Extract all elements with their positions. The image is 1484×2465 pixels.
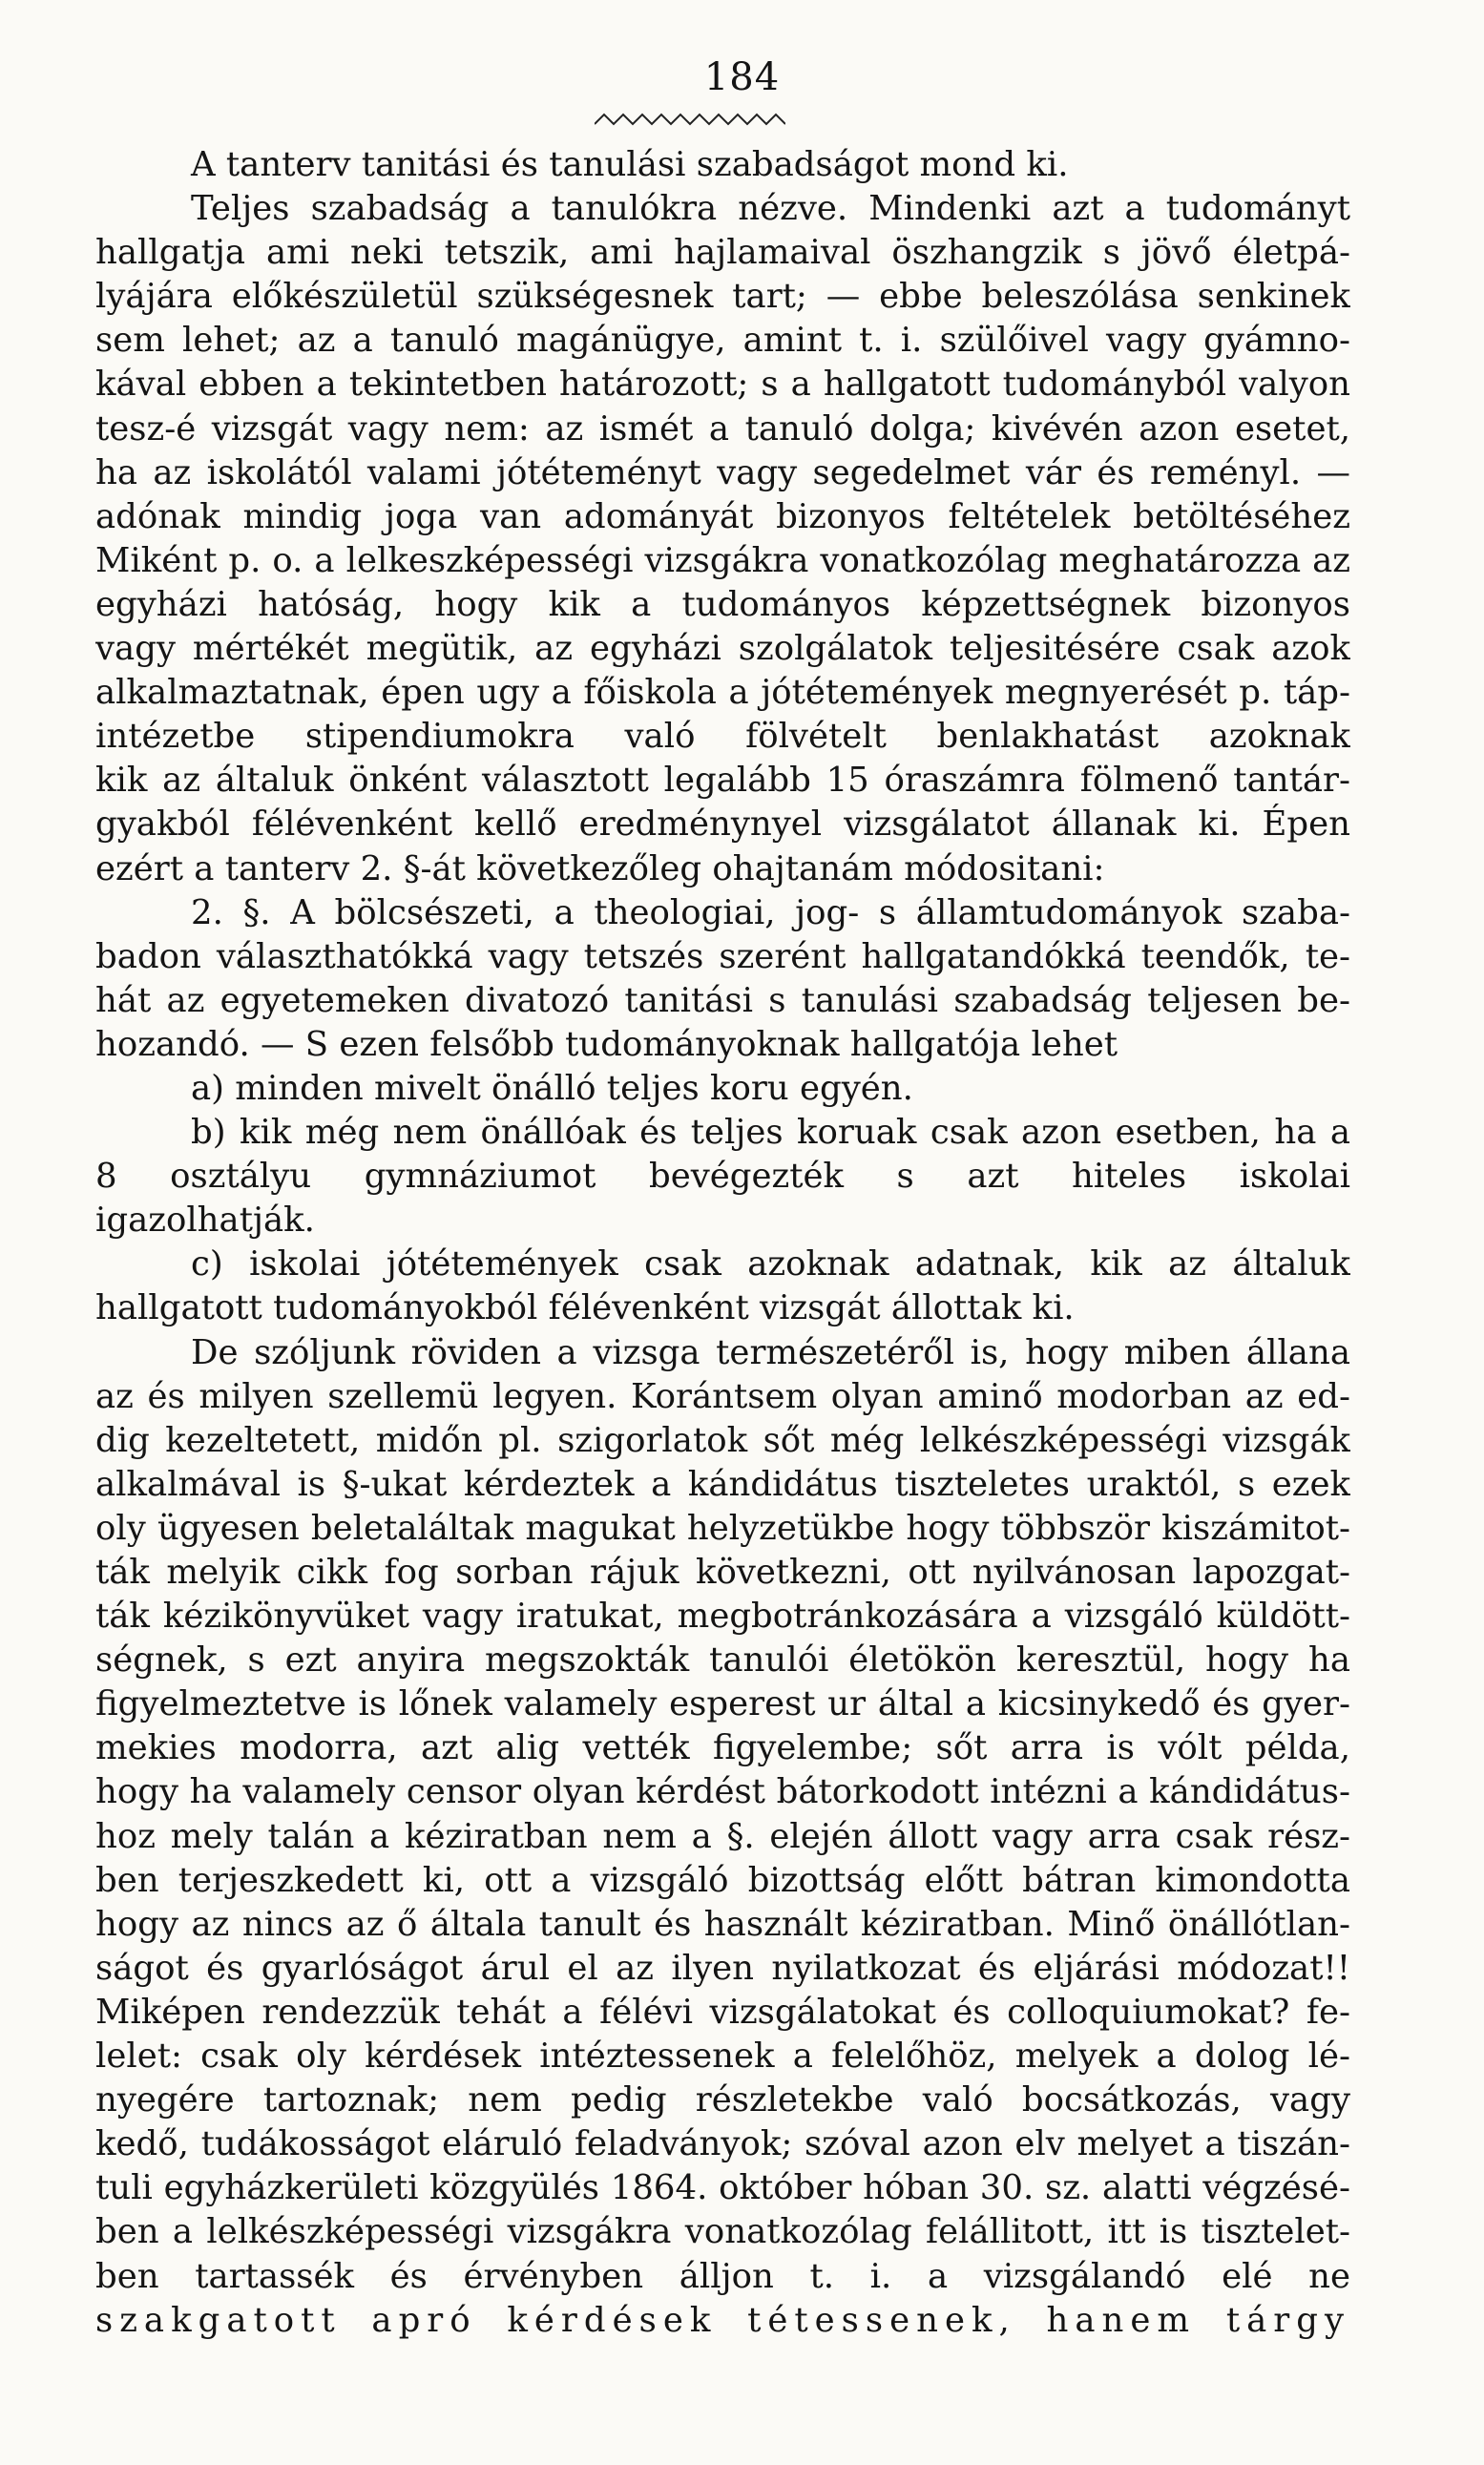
text-line: Miként p. o. a lelkeszképességi vizsgákra vonatkozólag meghatározza az [95,540,1350,580]
text-line: dig kezeltetett, midőn pl. szigorlatok sőt még lelkészképességi vizsgák [95,1420,1350,1460]
text-line: az és milyen szellemü legyen. Korántsem olyan aminő modorban az ed- [95,1376,1350,1416]
text-line: egyházi hatóság, hogy kik a tudományos képzettségnek bizonyos [95,584,1350,624]
text-line: intézetbe stipendiumokra való fölvételt benlakhatást azoknak [95,717,1350,757]
text-line: vagy mértékét megütik, az egyházi szolgálatok teljesitésére csak azok [95,629,1350,669]
zigzag-ornament [595,113,785,126]
text-line: ezért a tanterv 2. §-át következőleg ohajtanám módositani: [95,848,1105,888]
page-body-text [95,143,1350,2343]
text-line: badon választhatókká vagy tetszés szerént hallgatandókká teendők, te- [95,936,1350,976]
text-line: hozandó. — S ezen felsőbb tudományoknak hallgatója lehet [95,1024,1118,1064]
text-line: sem lehet; az a tanuló magánügye, amint t. i. szülőivel vagy gyámno- [95,321,1350,361]
text-line: alkalmaztatnak, épen ugy a főiskola a jótétemények megnyerését p. táp- [95,673,1350,713]
text-line: b) kik még nem önállóak és teljes koruak csak azon esetben, ha a [191,1113,1350,1153]
text-line: lyájára előkészületül szükségesnek tart; — ebbe beleszólása senkinek [95,277,1350,317]
text-line: mekies modorra, azt alig vették figyelembe; sőt arra is vólt példa, [95,1728,1350,1768]
text-line: tuli egyházkerületi közgyülés 1864. október hóban 30. sz. alatti végzésé- [95,2168,1350,2208]
text-line: A tanterv tanitási és tanulási szabadságot mond ki. [191,145,1069,184]
text-line: kával ebben a tekintetben határozott; s a hallgatott tudományból valyon [95,365,1350,405]
text-line: ben a lelkészképességi vizsgákra vonatkozólag felállitott, itt is tisztelet- [95,2212,1350,2252]
text-line: oly ügyesen beletaláltak magukat helyzetükbe hogy többször kiszámitot- [95,1508,1350,1548]
text-line: ták kézikönyvüket vagy iratukat, megbotránkozására a vizsgáló küldött- [95,1597,1350,1637]
text-line: ben terjeszkedett ki, ott a vizsgáló bizottság előtt bátran kimondotta [95,1860,1350,1900]
text-line: c) iskolai jótétemények csak azoknak adatnak, kik az általuk [191,1244,1350,1285]
text-line: gyakból félévenként kellő eredménynyel vizsgálatot állanak ki. Épen [95,804,1350,845]
text-line: tesz-é vizsgát vagy nem: az ismét a tanuló dolga; kivévén azon esetet, [95,408,1350,449]
text-line: lelet: csak oly kérdések intéztessenek a felelőhöz, melyek a dolog lé- [95,2037,1350,2077]
text-line: 8 osztályu gymnáziumot bevégezték s azt hiteles iskolai [95,1157,1350,1197]
text-line: hallgatott tudományokból félévenként vizsgát állottak ki. [95,1288,1075,1328]
text-line: a) minden mivelt önálló teljes koru egyén. [191,1068,913,1108]
text-line: kik az általuk önként választott legalább 15 óraszámra fölmenő tantár- [95,761,1350,801]
text-line: igazolhatják. [95,1201,315,1241]
text-line: ha az iskolától valami jótéteményt vagy segedelmet vár és reményl. — [95,452,1350,492]
text-line: adónak mindig joga van adományát bizonyos feltételek betöltéséhez [95,496,1350,536]
text-line: hallgatja ami neki tetszik, ami hajlamaival öszhangzik s jövő életpá- [95,233,1350,273]
text-line: Miképen rendezzük tehát a félévi vizsgálatokat és colloquiumokat? fe- [95,1992,1350,2032]
text-line: szakgatott apró kérdések tétessenek, hanem tárgy [95,2300,1350,2340]
text-line: hogy az nincs az ő általa tanult és használt kéziratban. Minő önállótlan- [95,1904,1350,1944]
text-line: ságot és gyarlóságot árul el az ilyen nyilatkozat és eljárási módozat!! [95,1948,1350,1988]
text-line: kedő, tudákosságot eláruló feladványok; szóval azon elv melyet a tiszán- [95,2124,1350,2164]
text-line: 2. §. A bölcsészeti, a theologiai, jog- s államtudományok szaba- [191,892,1350,932]
text-line: hogy ha valamely censor olyan kérdést bátorkodott intézni a kándidátus- [95,1772,1350,1812]
text-line: ták melyik cikk fog sorban rájuk következni, ott nyilvánosan lapozgat- [95,1553,1350,1592]
text-line: alkalmával is §-ukat kérdeztek a kándidátus tiszteletes uraktól, s ezek [95,1464,1350,1504]
text-line: nyegére tartoznak; nem pedig részletekbe való bocsátkozás, vagy [95,2080,1350,2120]
text-line: ben tartassék és érvényben álljon t. i. a vizsgálandó elé ne [95,2256,1350,2296]
text-line: hát az egyetemeken divatozó tanitási s tanulási szabadság teljesen be- [95,980,1350,1020]
text-line: ségnek, s ezt anyira megszokták tanulói életökön keresztül, hogy ha [95,1640,1350,1681]
page-number: 184 [703,55,781,99]
text-line: hoz mely talán a kéziratban nem a §. elején állott vagy arra csak rész- [95,1816,1350,1856]
text-line: figyelmeztetve is lőnek valamely esperest ur által a kicsinykedő és gyer- [95,1684,1350,1724]
text-line: Teljes szabadság a tanulókra nézve. Mindenki azt a tudományt [191,189,1350,229]
text-line: De szóljunk röviden a vizsga természetéről is, hogy miben állana [191,1332,1350,1372]
